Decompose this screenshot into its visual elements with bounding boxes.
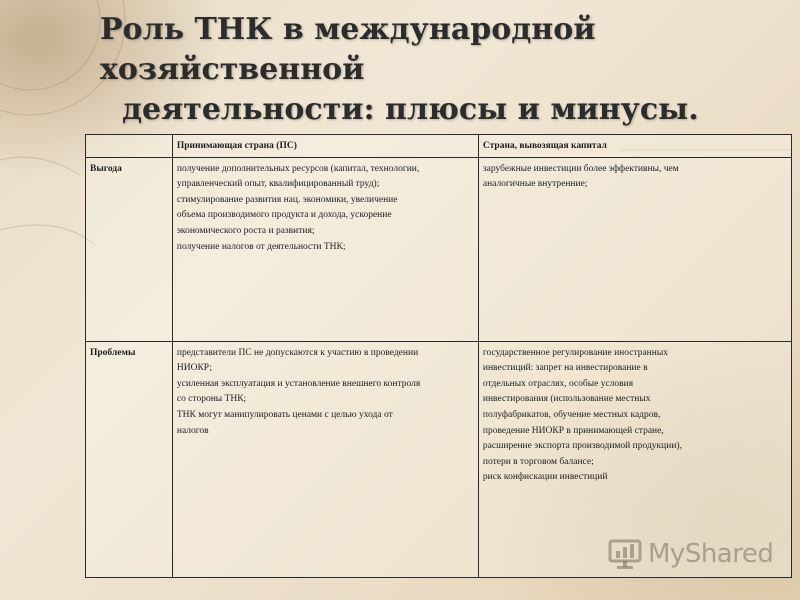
myshared-logo-icon — [608, 537, 642, 571]
cell-text-line: полуфабрикатов, обучение местных кадров, — [482, 409, 661, 420]
cell-text-line: управленческий опыт, квалифицированный труд); — [176, 179, 380, 190]
table-header-row — [86, 135, 792, 158]
cell-text-line: получение дополнительных ресурсов (капитал, технологии, — [176, 163, 420, 174]
slide-title — [100, 10, 760, 130]
row-label-benefits: Выгода — [86, 157, 173, 341]
header-empty-cell — [86, 135, 173, 158]
title-line-3: деятельности: плюсы и минусы. — [122, 92, 699, 127]
cell-problems-host — [172, 341, 478, 577]
cell-text-line: риск конфискации инвестиций — [482, 472, 608, 483]
cell-text-line: представители ПС не допускаются к участию в проведении — [176, 347, 419, 358]
cell-text-line: НИОКР; — [176, 363, 213, 374]
cell-text-line: усиленная эксплуатация и установление внешнего контроля — [176, 378, 421, 389]
row-label-problems: Проблемы — [86, 341, 173, 577]
cell-text-line: стимулирование развития нац. экономики, увеличение — [176, 194, 398, 205]
cell-text-line: экономического роста и развития; — [176, 225, 315, 236]
header-exporting-country: Страна, вывозящая капитал — [478, 135, 791, 158]
cell-text-line: расширение экспорта производимой продукции), — [482, 441, 682, 452]
cell-text-line: инвестиций: запрет на инвестирование в — [482, 363, 648, 374]
cell-text-line: получение налогов от деятельности ТНК; — [176, 241, 346, 252]
cell-text-line: отдельных отраслях, особые условия — [482, 378, 634, 389]
cell-text-line: государственное регулирование иностранных — [482, 347, 668, 358]
cell-text-line: ТНК могут манипулировать ценами с целью ухода от — [176, 409, 393, 420]
cell-benefits-exporter — [478, 157, 791, 341]
title-line-2: хозяйственной — [100, 52, 365, 87]
watermark-logo — [608, 537, 773, 571]
cell-text-line: объема производимого продукта и дохода, ускорение — [176, 210, 392, 221]
cell-text-line: проведение НИОКР в принимающей стране, — [482, 425, 664, 436]
cell-text-line: потери в торговом балансе; — [482, 456, 594, 467]
cell-text-line: со стороны ТНК; — [176, 394, 247, 405]
cell-text-line: зарубежные инвестиции более эффективны, чем — [482, 163, 679, 174]
cell-benefits-host — [172, 157, 478, 341]
tnk-comparison-table — [85, 134, 792, 578]
header-host-country: Принимающая страна (ПС) — [172, 135, 478, 158]
cell-text-line: инвестирования (использование местных — [482, 394, 651, 405]
title-line-1: Роль ТНК в международной — [100, 12, 596, 47]
watermark-text: MyShared — [648, 539, 774, 569]
cell-text-line: налогов — [176, 425, 209, 436]
table-row-benefits — [86, 157, 792, 341]
cell-text-line: аналогичные внутренние; — [482, 179, 588, 190]
